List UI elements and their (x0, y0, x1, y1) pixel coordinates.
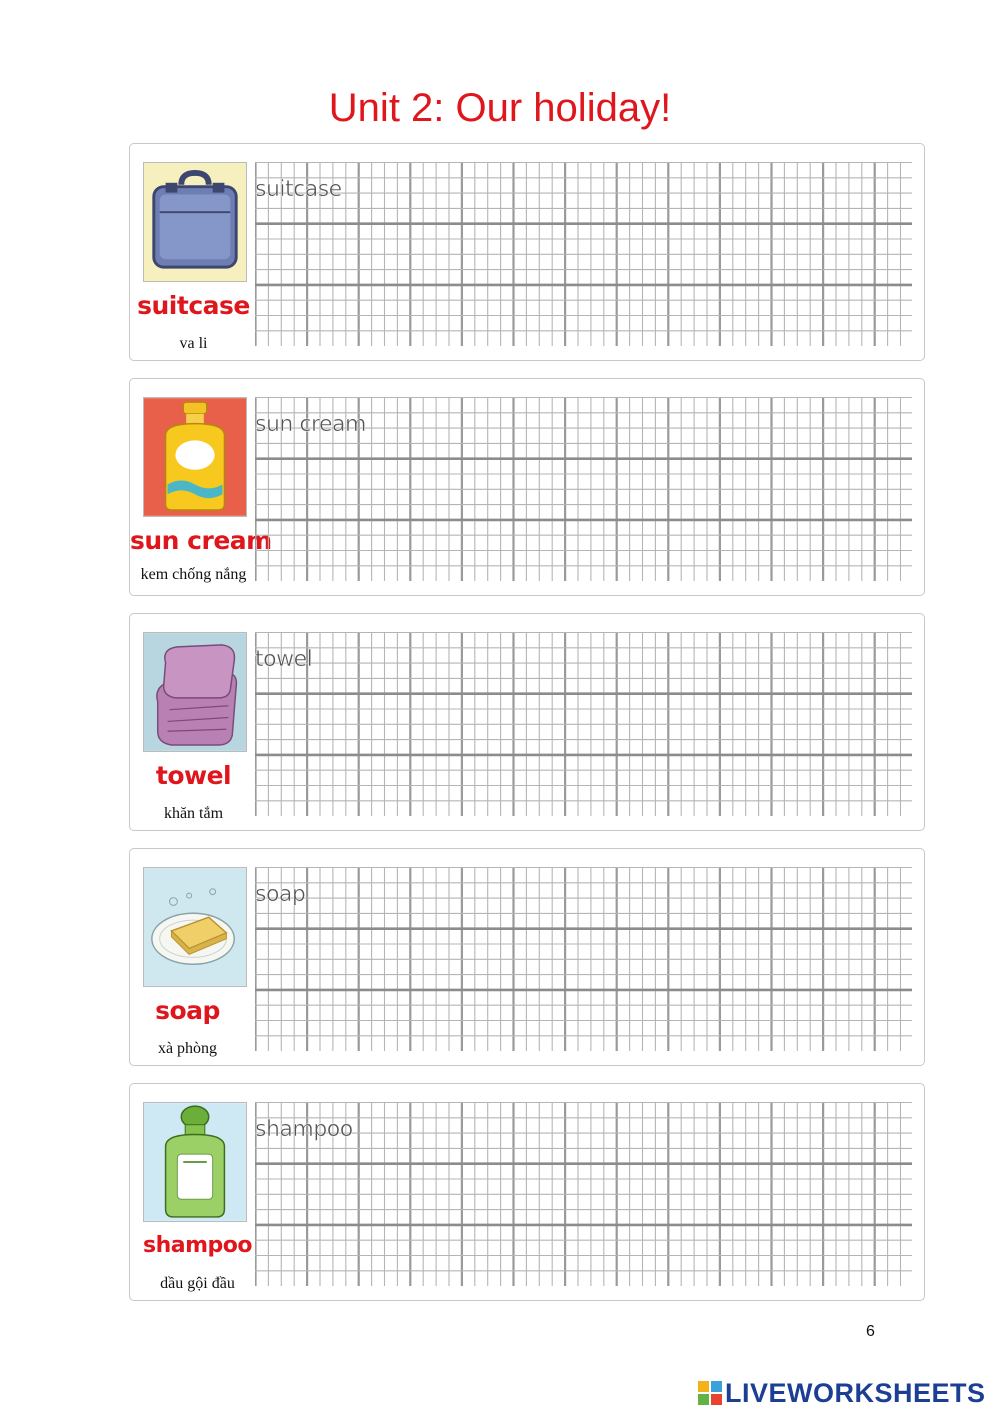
vocab-meaning: khăn tắm (163, 805, 224, 822)
writing-grid[interactable] (255, 632, 912, 816)
writing-grid[interactable] (255, 162, 912, 346)
vocab-word: suitcase (137, 291, 250, 320)
sun-cream-bottle-image (143, 397, 247, 517)
vocab-meaning: va li (179, 335, 208, 352)
page-title: Unit 2: Our holiday! (328, 86, 672, 130)
vocab-card-towel (129, 613, 925, 831)
brand-name: LIVEWORKSHEETS (725, 1377, 986, 1408)
vocab-meaning: kem chống nắng (140, 566, 247, 583)
vocab-meaning: xà phòng (157, 1040, 218, 1057)
trace-word: shampoo (255, 1117, 353, 1142)
vocab-word: soap (155, 996, 220, 1025)
vocab-card-sun-cream (129, 378, 925, 596)
liveworksheets-logo-icon (697, 1380, 723, 1406)
vocab-word: shampoo (142, 1233, 252, 1258)
vocab-meaning: dầu gội đầu (160, 1275, 235, 1292)
vocab-word: sun cream (130, 526, 272, 555)
brand-footer (697, 1376, 986, 1410)
trace-word: towel (255, 647, 313, 672)
writing-grid[interactable] (255, 867, 912, 1051)
writing-grid[interactable] (255, 1102, 912, 1286)
trace-word: suitcase (255, 177, 342, 202)
towel-image (143, 632, 247, 752)
trace-word: sun cream (255, 412, 366, 437)
trace-word: soap (255, 882, 306, 907)
vocab-card-shampoo (129, 1083, 925, 1301)
vocab-word: towel (155, 761, 232, 790)
shampoo-bottle-image (143, 1102, 247, 1222)
vocab-card-soap (129, 848, 925, 1066)
page-number: 6 (866, 1323, 875, 1340)
soap-image (143, 867, 247, 987)
vocab-card-suitcase (129, 143, 925, 361)
suitcase-image (143, 162, 247, 282)
